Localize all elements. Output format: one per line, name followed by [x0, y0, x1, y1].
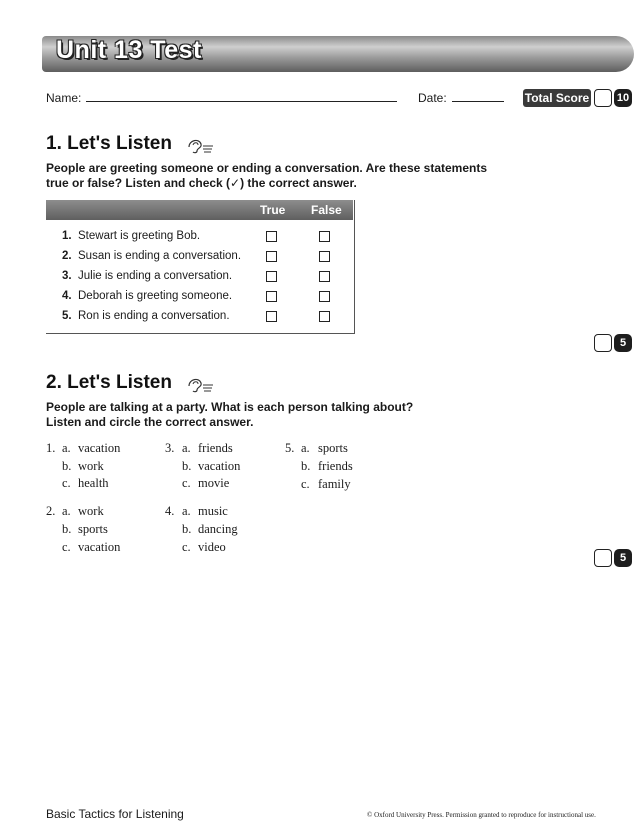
- section1-score-max: 5: [614, 334, 632, 352]
- option-text[interactable]: video: [198, 540, 226, 554]
- total-score-badge: Total Score: [524, 91, 590, 105]
- option-letter: c.: [62, 540, 71, 554]
- true-checkbox[interactable]: [266, 271, 277, 282]
- row-number: 5.: [62, 310, 72, 322]
- section1-instruction-line1: People are greeting someone or ending a conversation. Are these statements: [46, 161, 488, 175]
- page-title: Unit 13 Test: [56, 36, 202, 64]
- table-row: [46, 248, 353, 266]
- footer-copyright: © Oxford University Press. Permission granted to reproduce for instructional use.: [367, 811, 596, 819]
- row-statement: Susan is ending a conversation.: [78, 250, 242, 262]
- question-number: 2.: [46, 504, 56, 518]
- option-text[interactable]: friends: [318, 459, 353, 473]
- footer-book-title: Basic Tactics for Listening: [46, 807, 184, 821]
- section2-score-max: 5: [614, 549, 632, 567]
- false-checkbox[interactable]: [319, 231, 330, 242]
- option-text[interactable]: movie: [198, 476, 230, 490]
- table-header: [46, 200, 353, 220]
- true-false-table: [46, 200, 355, 334]
- question-number: 3.: [165, 441, 175, 455]
- false-checkbox[interactable]: [319, 311, 330, 322]
- option-text[interactable]: vacation: [78, 441, 121, 455]
- option-letter: a.: [182, 441, 191, 455]
- option-text[interactable]: work: [78, 459, 104, 473]
- option-letter: a.: [182, 504, 191, 518]
- table-row: [46, 308, 353, 326]
- option-text[interactable]: vacation: [78, 540, 121, 554]
- option-text[interactable]: sports: [78, 522, 108, 536]
- row-statement: Deborah is greeting someone.: [78, 290, 233, 302]
- table-row: [46, 228, 353, 246]
- question-number: 4.: [165, 504, 175, 518]
- option-text[interactable]: friends: [198, 441, 233, 455]
- option-letter: a.: [62, 504, 71, 518]
- row-number: 3.: [62, 270, 72, 282]
- row-number: 2.: [62, 250, 72, 262]
- option-letter: b.: [62, 459, 72, 473]
- option-text[interactable]: work: [78, 504, 104, 518]
- section1-title: 1. Let's Listen: [46, 133, 172, 154]
- option-letter: c.: [182, 476, 191, 490]
- name-label: Name:: [46, 91, 82, 105]
- option-letter: b.: [62, 522, 72, 536]
- section2-instruction: [46, 400, 496, 430]
- false-checkbox[interactable]: [319, 271, 330, 282]
- option-letter: c.: [301, 477, 310, 491]
- col-false-header: False: [311, 203, 342, 217]
- false-checkbox[interactable]: [319, 251, 330, 262]
- option-letter: c.: [182, 540, 191, 554]
- section2-score-box[interactable]: [594, 549, 612, 567]
- section2-instruction-line1: People are talking at a party. What is each person talking about?: [46, 400, 414, 414]
- table-row: [46, 268, 353, 286]
- option-text[interactable]: family: [318, 477, 351, 491]
- table-row: [46, 288, 353, 306]
- true-checkbox[interactable]: [266, 251, 277, 262]
- option-letter: b.: [301, 459, 311, 473]
- false-checkbox[interactable]: [319, 291, 330, 302]
- total-score-max: 10: [614, 89, 632, 107]
- option-text[interactable]: vacation: [198, 459, 241, 473]
- total-score-box[interactable]: [594, 89, 612, 107]
- listen-ear-icon: [186, 375, 214, 393]
- option-letter: c.: [62, 476, 71, 490]
- name-field[interactable]: [86, 101, 397, 102]
- section1-instruction-line2: true or false? Listen and check (✓) the correct answer.: [46, 176, 357, 190]
- true-checkbox[interactable]: [266, 311, 277, 322]
- true-checkbox[interactable]: [266, 291, 277, 302]
- row-number: 4.: [62, 290, 72, 302]
- section1-score-box[interactable]: [594, 334, 612, 352]
- section2-title: 2. Let's Listen: [46, 372, 172, 393]
- row-number: 1.: [62, 230, 72, 242]
- option-text[interactable]: dancing: [198, 522, 238, 536]
- option-letter: b.: [182, 522, 192, 536]
- row-statement: Stewart is greeting Bob.: [78, 230, 201, 242]
- true-checkbox[interactable]: [266, 231, 277, 242]
- row-statement: Ron is ending a conversation.: [78, 310, 230, 322]
- date-field[interactable]: [452, 101, 504, 102]
- option-letter: a.: [301, 441, 310, 455]
- option-letter: b.: [182, 459, 192, 473]
- option-text[interactable]: health: [78, 476, 109, 490]
- date-label: Date:: [418, 91, 447, 105]
- listen-ear-icon: [186, 136, 214, 154]
- question-number: 1.: [46, 441, 56, 455]
- section1-instruction: [46, 161, 496, 191]
- option-text[interactable]: sports: [318, 441, 348, 455]
- row-statement: Julie is ending a conversation.: [78, 270, 233, 282]
- option-letter: a.: [62, 441, 71, 455]
- section2-instruction-line2: Listen and circle the correct answer.: [46, 415, 254, 429]
- option-text[interactable]: music: [198, 504, 228, 518]
- question-number: 5.: [285, 441, 295, 455]
- col-true-header: True: [260, 203, 286, 217]
